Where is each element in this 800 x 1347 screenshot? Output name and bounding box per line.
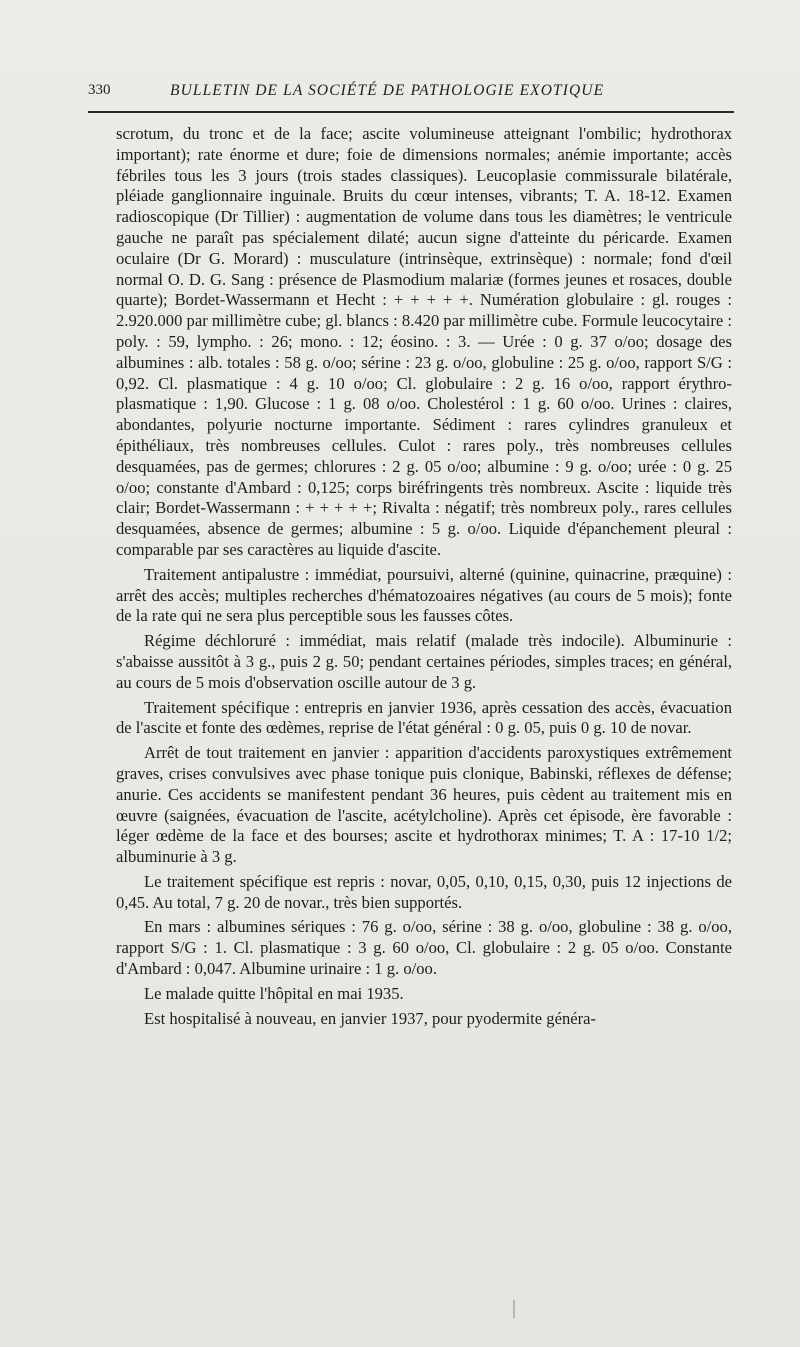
paragraph-case-findings: scrotum, du tronc et de la face; ascite volumineuse atteignant l'ombilic; hydrothorax important); rate énorme et dure; foie de dimensions normales; anémie importante; accès fébriles tous les 3 jours (trois stades classiques). Leucoplasie commissurale bilatérale, pléiade ganglionnaire inguinale. Bruits du cœur intenses, vibrants; T. A. 18-12. Examen radioscopique (Dr Tillier) : augmentation de volume dans tous les diamètres; le ventricule gauche ne paraît pas spécialement dilaté; aucun signe d'atteinte du péricarde. Examen oculaire (Dr G. Morard) : musculature (intrinsèque, extrinsèque) : normale; fond d'œil normal O. D. G. Sang : présence de Plasmodium malariæ (formes jeunes et rosaces, double quarte); Bordet-Wassermann et Hecht : + + + + +. Numération globulaire : gl. rouges : 2.920.000 par millimètre cube; gl. blancs : 8.420 par millimètre cube. Formule leucocytaire : poly. : 59, lympho. : 26; mono. : 12; éosino. : 3. — Urée : 0 g. 37 o/oo; dosage des albumines : alb. totales : 58 g. o/oo; sérine : 23 g. o/oo, globuline : 25 g. o/oo, rapport S/G : 0,92. Cl. plasmatique : 4 g. 10 o/oo; Cl. globulaire : 2 g. 16 o/oo, rapport érythro-plasmatique : 1,90. Glucose : 1 g. 08 o/oo. Cholestérol : 1 g. 60 o/oo. Urines : claires, abondantes, polyurie nocturne importante. Sédiment : rares cylindres granuleux et épithéliaux, très nombreuses cellules. Culot : rares poly., très nombreuses cellules desquamées, pas de germes; chlorures : 2 g. 05 o/oo; albumine : 9 g. o/oo; urée : 0 g. 25 o/oo; constante d'Ambard : 0,125; corps biréfringents très nombreux. Ascite : liquide très clair; Bordet-Wassermann : + + + + +; Rivalta : négatif; très nombreux poly., rares cellules desquamées, absence de germes; albumine : 5 g. o/oo. Liquide d'épanchement pleural : comparable par ses caractères au liquide d'ascite. <box>116 124 732 559</box>
header-rule <box>88 111 734 113</box>
page-number: 330 <box>88 82 111 98</box>
paragraph-antimalarial-treatment: Traitement antipalustre : immédiat, poursuivi, alterné (quinine, quinacrine, præquine) : arrêt des accès; multiples recherches d'hématozoaires négatives (au cours de 5 mois); fonte de la rate qui ne sera plus perceptible sous les fausses côtes. <box>116 564 732 626</box>
margin-mark <box>513 1300 515 1318</box>
paragraph-specific-treatment: Traitement spécifique : entrepris en janvier 1936, après cessation des accès, évacuation de l'ascite et fonte des œdèmes, reprise de l'état général : 0 g. 05, puis 0 g. 10 de novar. <box>116 697 732 738</box>
page-header <box>88 82 734 106</box>
paragraph-march-results: En mars : albumines sériques : 76 g. o/oo, sérine : 38 g. o/oo, globuline : 38 g. o/oo, rapport S/G : 1. Cl. plasmatique : 3 g. 60 o/oo, Cl. globulaire : 2 g. 05 o/oo. Constante d'Ambard : 0,047. Albumine urinaire : 1 g. o/oo. <box>116 917 732 979</box>
paragraph-readmission: Est hospitalisé à nouveau, en janvier 1937, pour pyodermite généra- <box>144 1008 597 1028</box>
running-title: BULLETIN DE LA SOCIÉTÉ DE PATHOLOGIE EXOTIQUE <box>170 82 605 99</box>
body-text <box>116 124 732 1029</box>
paragraph-treatment-resumed: Le traitement spécifique est repris : novar, 0,05, 0,10, 0,15, 0,30, puis 12 injections de 0,45. Au total, 7 g. 20 de novar., très bien supportés. <box>116 871 732 912</box>
paragraph-treatment-stop: Arrêt de tout traitement en janvier : apparition d'accidents paroxystiques extrêmement graves, crises convulsives avec phase tonique puis clonique, Babinski, réflexes de défense; anurie. Ces accidents se manifestent pendant 36 heures, puis cèdent au traitement mis en œuvre (saignées, évacuation de l'ascite, acétylcholine). Après cet épisode, ère favorable : léger œdème de la face et des bourses; ascite et hydrothorax minimes; T. A : 17-10 1/2; albuminurie à 3 g. <box>116 743 732 867</box>
paragraph-discharge: Le malade quitte l'hôpital en mai 1935. <box>144 983 404 1003</box>
paragraph-salt-free-diet: Régime déchloruré : immédiat, mais relatif (malade très indocile). Albuminurie : s'abaisse aussitôt à 3 g., puis 2 g. 50; pendant certaines périodes, simples traces; en général, au cours de 5 mois d'observation oscille autour de 3 g. <box>116 631 732 692</box>
